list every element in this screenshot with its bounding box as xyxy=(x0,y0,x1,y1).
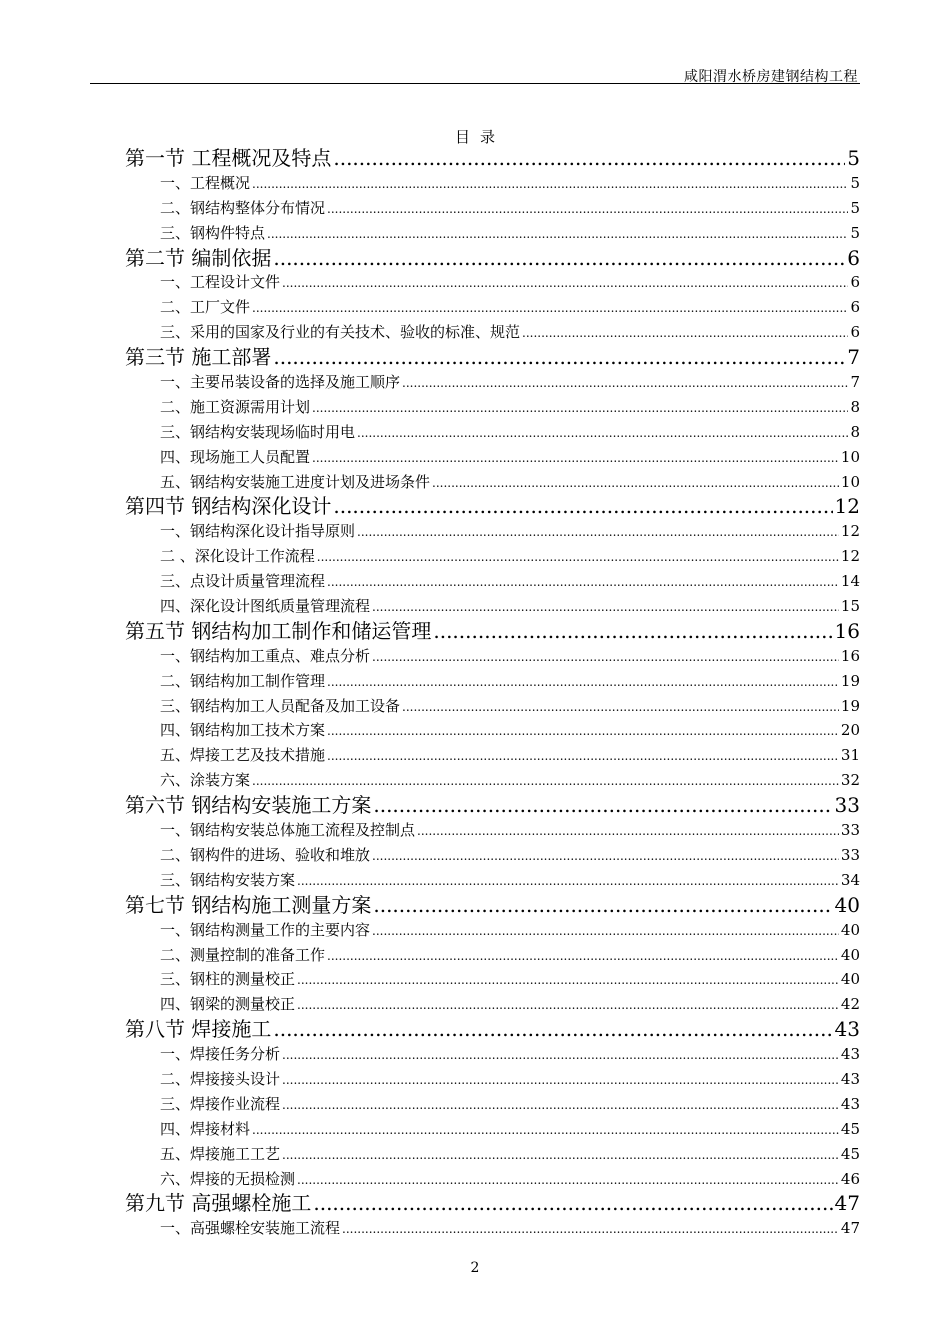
toc-entry-page: 6 xyxy=(850,298,860,317)
dot-leader xyxy=(282,1142,839,1168)
toc-subsection-entry[interactable] xyxy=(125,743,860,768)
toc-entry-page: 33 xyxy=(840,821,860,840)
toc-subsection-entry[interactable] xyxy=(125,221,860,246)
toc-entry-page: 8 xyxy=(850,397,860,416)
dot-leader xyxy=(327,669,839,695)
toc-entry-label: 第二节 编制依据 xyxy=(125,245,272,270)
toc-subsection-entry[interactable] xyxy=(125,1167,860,1192)
toc-section-entry[interactable] xyxy=(125,246,860,271)
toc-entry-page: 47 xyxy=(840,1219,860,1238)
toc-entry-page: 19 xyxy=(840,671,860,690)
dot-leader xyxy=(372,594,839,620)
toc-entry-page: 10 xyxy=(840,447,860,466)
dot-leader xyxy=(297,868,839,894)
dot-leader xyxy=(342,1216,839,1242)
toc-entry-page: 45 xyxy=(840,1144,860,1163)
toc-subsection-entry[interactable] xyxy=(125,918,860,943)
toc-entry-label: 二、钢构件的进场、验收和堆放 xyxy=(160,845,371,864)
header-divider xyxy=(90,83,860,84)
toc-entry-label: 四、钢结构加工技术方案 xyxy=(160,721,326,740)
toc-entry-page: 7 xyxy=(847,345,860,370)
toc-entry-label: 第七节 钢结构施工测量方案 xyxy=(125,892,372,917)
dot-leader xyxy=(312,445,839,471)
toc-entry-label: 第八节 焊接施工 xyxy=(125,1017,272,1042)
toc-subsection-entry[interactable] xyxy=(125,669,860,694)
dot-leader xyxy=(252,1117,839,1143)
toc-entry-label: 第五节 钢结构加工制作和储运管理 xyxy=(125,618,432,643)
toc-entry-page: 6 xyxy=(850,273,860,292)
table-of-contents xyxy=(125,146,860,1241)
dot-leader xyxy=(252,768,839,794)
toc-section-entry[interactable] xyxy=(125,494,860,519)
toc-subsection-entry[interactable] xyxy=(125,943,860,968)
toc-subsection-entry[interactable] xyxy=(125,569,860,594)
dot-leader xyxy=(327,743,839,769)
toc-entry-page: 5 xyxy=(850,223,860,242)
dot-leader xyxy=(327,196,848,222)
toc-entry-page: 12 xyxy=(840,547,860,566)
toc-subsection-entry[interactable] xyxy=(125,420,860,445)
toc-subsection-entry[interactable] xyxy=(125,1216,860,1241)
toc-entry-label: 一、钢结构测量工作的主要内容 xyxy=(160,920,371,939)
toc-entry-label: 四、现场施工人员配置 xyxy=(160,447,311,466)
toc-subsection-entry[interactable] xyxy=(125,644,860,669)
dot-leader xyxy=(297,967,839,993)
toc-entry-label: 四、钢梁的测量校正 xyxy=(160,995,296,1014)
toc-entry-label: 一、钢结构安装总体施工流程及控制点 xyxy=(160,821,416,840)
toc-subsection-entry[interactable] xyxy=(125,694,860,719)
dot-leader xyxy=(313,1191,832,1216)
toc-entry-label: 六、涂装方案 xyxy=(160,771,251,790)
dot-leader xyxy=(297,992,839,1018)
toc-entry-label: 一、钢结构加工重点、难点分析 xyxy=(160,646,371,665)
toc-entry-page: 10 xyxy=(840,472,860,491)
dot-leader xyxy=(327,943,839,969)
dot-leader xyxy=(273,1017,832,1042)
toc-entry-label: 五、焊接工艺及技术措施 xyxy=(160,746,326,765)
dot-leader xyxy=(317,544,839,570)
toc-subsection-entry[interactable] xyxy=(125,295,860,320)
dot-leader xyxy=(373,893,832,918)
toc-entry-page: 43 xyxy=(840,1094,860,1113)
toc-entry-page: 6 xyxy=(847,245,860,270)
toc-subsection-entry[interactable] xyxy=(125,594,860,619)
dot-leader xyxy=(357,519,839,545)
toc-entry-page: 19 xyxy=(840,696,860,715)
toc-entry-page: 7 xyxy=(850,373,860,392)
toc-section-entry[interactable] xyxy=(125,345,860,370)
toc-entry-label: 一、工程概况 xyxy=(160,173,251,192)
toc-entry-page: 5 xyxy=(850,173,860,192)
toc-entry-label: 三、点设计质量管理流程 xyxy=(160,572,326,591)
toc-subsection-entry[interactable] xyxy=(125,1092,860,1117)
toc-entry-page: 12 xyxy=(834,494,860,519)
toc-entry-label: 一、主要吊装设备的选择及施工顺序 xyxy=(160,373,401,392)
dot-leader xyxy=(372,644,839,670)
dot-leader xyxy=(273,246,845,271)
toc-entry-page: 40 xyxy=(834,892,860,917)
toc-entry-label: 二 、深化设计工作流程 xyxy=(160,547,315,566)
toc-entry-label: 二、工厂文件 xyxy=(160,298,251,317)
toc-entry-label: 六、焊接的无损检测 xyxy=(160,1169,296,1188)
toc-section-entry[interactable] xyxy=(125,793,860,818)
toc-entry-label: 二、钢结构整体分布情况 xyxy=(160,198,326,217)
toc-entry-page: 20 xyxy=(840,721,860,740)
toc-entry-page: 5 xyxy=(847,146,860,170)
toc-entry-page: 43 xyxy=(840,1045,860,1064)
toc-subsection-entry[interactable] xyxy=(125,843,860,868)
toc-entry-page: 40 xyxy=(840,970,860,989)
toc-entry-page: 16 xyxy=(840,646,860,665)
dot-leader xyxy=(333,494,832,519)
toc-subsection-entry[interactable] xyxy=(125,519,860,544)
toc-title: 目录 xyxy=(454,128,505,146)
toc-entry-page: 32 xyxy=(840,771,860,790)
dot-leader xyxy=(522,320,848,346)
toc-entry-page: 33 xyxy=(834,793,860,818)
toc-subsection-entry[interactable] xyxy=(125,270,860,295)
dot-leader xyxy=(432,470,839,496)
toc-entry-page: 12 xyxy=(840,522,860,541)
toc-entry-label: 第六节 钢结构安装施工方案 xyxy=(125,793,372,818)
toc-entry-label: 一、工程设计文件 xyxy=(160,273,281,292)
toc-entry-label: 三、钢构件特点 xyxy=(160,223,266,242)
toc-section-entry[interactable] xyxy=(125,1191,860,1216)
toc-entry-label: 二、焊接接头设计 xyxy=(160,1069,281,1088)
toc-entry-label: 一、钢结构深化设计指导原则 xyxy=(160,522,356,541)
toc-subsection-entry[interactable] xyxy=(125,445,860,470)
dot-leader xyxy=(267,221,848,247)
toc-subsection-entry[interactable] xyxy=(125,470,860,495)
toc-section-entry[interactable] xyxy=(125,619,860,644)
toc-entry-label: 五、焊接施工工艺 xyxy=(160,1144,281,1163)
toc-entry-label: 一、焊接任务分析 xyxy=(160,1045,281,1064)
toc-entry-label: 二、钢结构加工制作管理 xyxy=(160,671,326,690)
toc-entry-page: 16 xyxy=(834,618,860,643)
dot-leader xyxy=(282,1067,839,1093)
dot-leader xyxy=(417,818,839,844)
toc-entry-label: 二、测量控制的准备工作 xyxy=(160,945,326,964)
dot-leader xyxy=(273,345,845,370)
dot-leader xyxy=(297,1167,839,1193)
toc-entry-page: 14 xyxy=(840,572,860,591)
toc-entry-page: 40 xyxy=(840,920,860,939)
toc-entry-label: 第一节 工程概况及特点 xyxy=(125,146,332,170)
toc-entry-label: 三、采用的国家及行业的有关技术、验收的标准、规范 xyxy=(160,323,521,342)
toc-entry-page: 6 xyxy=(850,323,860,342)
toc-entry-page: 15 xyxy=(840,597,860,616)
toc-subsection-entry[interactable] xyxy=(125,992,860,1017)
toc-entry-page: 45 xyxy=(840,1119,860,1138)
toc-subsection-entry[interactable] xyxy=(125,818,860,843)
toc-entry-page: 43 xyxy=(840,1069,860,1088)
toc-entry-page: 5 xyxy=(850,198,860,217)
toc-entry-page: 46 xyxy=(840,1169,860,1188)
toc-section-entry[interactable] xyxy=(125,1017,860,1042)
toc-entry-label: 四、焊接材料 xyxy=(160,1119,251,1138)
dot-leader xyxy=(373,793,832,818)
toc-entry-label: 四、深化设计图纸质量管理流程 xyxy=(160,597,371,616)
toc-subsection-entry[interactable] xyxy=(125,196,860,221)
toc-entry-page: 8 xyxy=(850,422,860,441)
toc-subsection-entry[interactable] xyxy=(125,718,860,743)
page-number: 2 xyxy=(470,1260,480,1276)
dot-leader xyxy=(312,395,848,421)
toc-section-entry[interactable] xyxy=(125,893,860,918)
toc-subsection-entry[interactable] xyxy=(125,171,860,196)
toc-entry-label: 三、钢结构加工人员配备及加工设备 xyxy=(160,696,401,715)
toc-subsection-entry[interactable] xyxy=(125,768,860,793)
toc-subsection-entry[interactable] xyxy=(125,320,860,345)
dot-leader xyxy=(252,171,848,197)
toc-entry-page: 42 xyxy=(840,995,860,1014)
toc-subsection-entry[interactable] xyxy=(125,370,860,395)
dot-leader xyxy=(372,918,839,944)
toc-entry-page: 33 xyxy=(840,845,860,864)
toc-entry-label: 二、施工资源需用计划 xyxy=(160,397,311,416)
dot-leader xyxy=(252,295,848,321)
toc-subsection-entry[interactable] xyxy=(125,1117,860,1142)
toc-subsection-entry[interactable] xyxy=(125,868,860,893)
toc-subsection-entry[interactable] xyxy=(125,1042,860,1067)
toc-entry-label: 三、钢结构安装现场临时用电 xyxy=(160,422,356,441)
toc-subsection-entry[interactable] xyxy=(125,544,860,569)
dot-leader xyxy=(282,270,848,296)
toc-entry-page: 31 xyxy=(840,746,860,765)
toc-subsection-entry[interactable] xyxy=(125,1067,860,1092)
toc-entry-page: 40 xyxy=(840,945,860,964)
toc-entry-page: 34 xyxy=(840,870,860,889)
dot-leader xyxy=(402,694,839,720)
toc-entry-label: 第四节 钢结构深化设计 xyxy=(125,494,332,519)
toc-entry-label: 五、钢结构安装施工进度计划及进场条件 xyxy=(160,472,431,491)
toc-subsection-entry[interactable] xyxy=(125,395,860,420)
toc-entry-label: 三、钢结构安装方案 xyxy=(160,870,296,889)
toc-entry-label: 三、焊接作业流程 xyxy=(160,1094,281,1113)
toc-subsection-entry[interactable] xyxy=(125,967,860,992)
dot-leader xyxy=(402,370,848,396)
dot-leader xyxy=(327,718,839,744)
toc-entry-label: 第三节 施工部署 xyxy=(125,345,272,370)
toc-entry-page: 43 xyxy=(834,1017,860,1042)
dot-leader xyxy=(282,1042,839,1068)
dot-leader xyxy=(327,569,839,595)
document-header-title: 咸阳渭水桥房建钢结构工程 xyxy=(684,69,858,85)
dot-leader xyxy=(372,843,839,869)
dot-leader xyxy=(357,420,848,446)
dot-leader xyxy=(333,146,845,171)
toc-entry-label: 第九节 高强螺栓施工 xyxy=(125,1191,312,1216)
toc-entry-label: 一、高强螺栓安装施工流程 xyxy=(160,1219,341,1238)
toc-entry-page: 47 xyxy=(834,1191,860,1216)
toc-entry-label: 三、钢柱的测量校正 xyxy=(160,970,296,989)
toc-section-entry[interactable] xyxy=(125,146,860,171)
toc-subsection-entry[interactable] xyxy=(125,1142,860,1167)
dot-leader xyxy=(433,619,832,644)
dot-leader xyxy=(282,1092,839,1118)
